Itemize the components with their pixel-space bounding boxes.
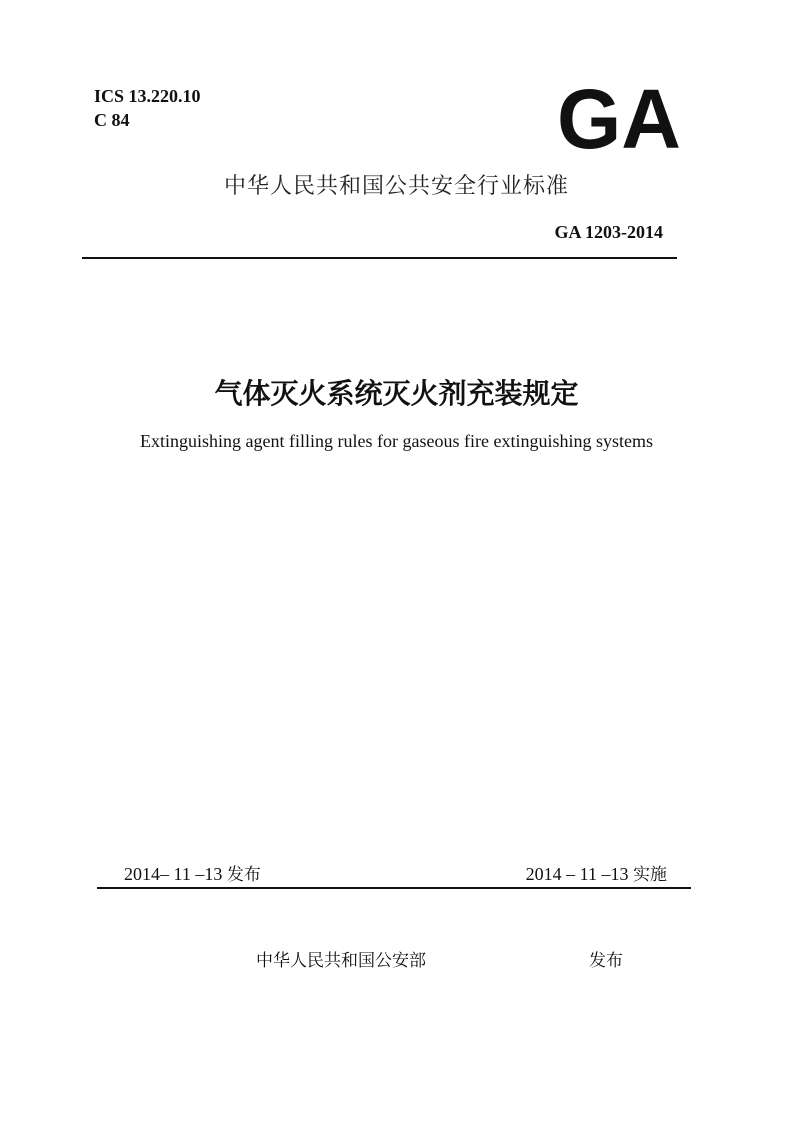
implementation-date: 2014 – 11 –13 [525, 864, 629, 884]
standard-number: GA 1203-2014 [554, 222, 663, 242]
implementation-label: 实施 [633, 865, 667, 885]
publish-label: 发布 [589, 951, 623, 971]
ics-code: ICS 13.220.10 [94, 86, 201, 106]
standard-category-text: 中华人民共和国公共安全行业标准 [223, 174, 569, 199]
ga-logo-text: GA [557, 84, 681, 152]
implementation-date-line [526, 860, 667, 885]
document-title-chinese: 气体灭火系统灭火剂充装规定 [214, 377, 579, 410]
classification-codes [94, 84, 201, 132]
issue-date-line [124, 860, 261, 885]
issue-label: 发布 [226, 865, 261, 885]
ga-logo [556, 84, 682, 152]
standard-category [0, 169, 793, 200]
header-divider [82, 257, 677, 259]
ccs-code: C 84 [94, 110, 130, 130]
issue-date: 2014– 11 –13 [124, 864, 223, 884]
footer-divider [97, 887, 691, 889]
publisher-name: 中华人民共和国公安部 [256, 951, 426, 971]
document-title-english: Extinguishing agent filling rules for gaseous fire extinguishing systems [140, 431, 653, 451]
